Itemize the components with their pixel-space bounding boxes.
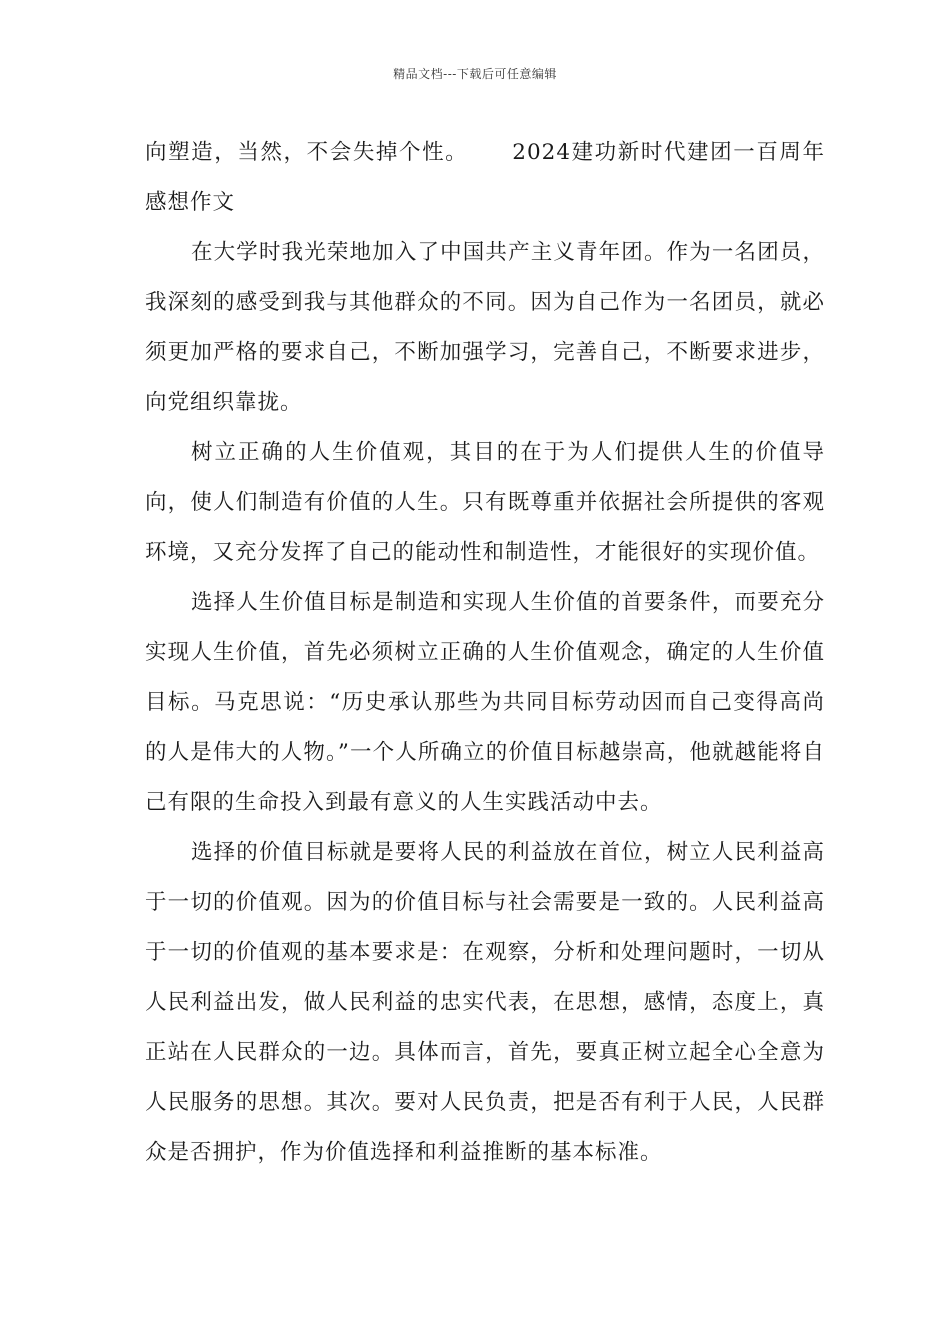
body-paragraph-1: 在大学时我光荣地加入了中国共产主义青年团。作为一名团员，我深刻的感受到我与其他群众的不同。因为自己作为一名团员，就必须更加严格的要求自己，不断加强学习，完善自己，不断要求进步，向党组织靠拢。 <box>145 240 825 415</box>
body-paragraph-4: 选择的价值目标就是要将人民的利益放在首位，树立人民利益高于一切的价值观。因为的价值目标与社会需要是一致的。人民利益高于一切的价值观的基本要求是：在观察，分析和处理问题时，一切从人民利益出发，做人民利益的忠实代表，在思想，感情，态度上，真正站在人民群众的一边。具体而言，首先，要真正树立起全心全意为人民服务的思想。其次。要对人民负责，把是否有利于人民，人民群众是否拥护，作为价值选择和利益推断的基本标准。 <box>145 840 825 1165</box>
body-paragraph-3: 选择人生价值目标是制造和实现人生价值的首要条件，而要充分实现人生价值，首先必须树立正确的人生价值观念，确定的人生价值目标。马克思说：“历史承认那些为共同目标劳动因而自己变得高尚的人是伟大的人物。”一个人所确立的价值目标越崇高，他就越能将自己有限的生命投入到最有意义的人生实践活动中去。 <box>145 590 825 815</box>
document-body <box>145 128 825 1178</box>
lead-paragraph <box>145 128 825 228</box>
lead-fragment: 向塑造，当然，不会失掉个性。 <box>145 140 469 165</box>
page-header: 精品文档---下载后可任意编辑 <box>393 67 557 81</box>
article-title: 2024建功新时代建团一百周年感想作文 <box>145 140 825 215</box>
body-paragraph-2: 树立正确的人生价值观，其目的在于为人们提供人生的价值导向，使人们制造有价值的人生。只有既尊重并依据社会所提供的客观环境，又充分发挥了自己的能动性和制造性，才能很好的实现价值。 <box>145 440 825 565</box>
